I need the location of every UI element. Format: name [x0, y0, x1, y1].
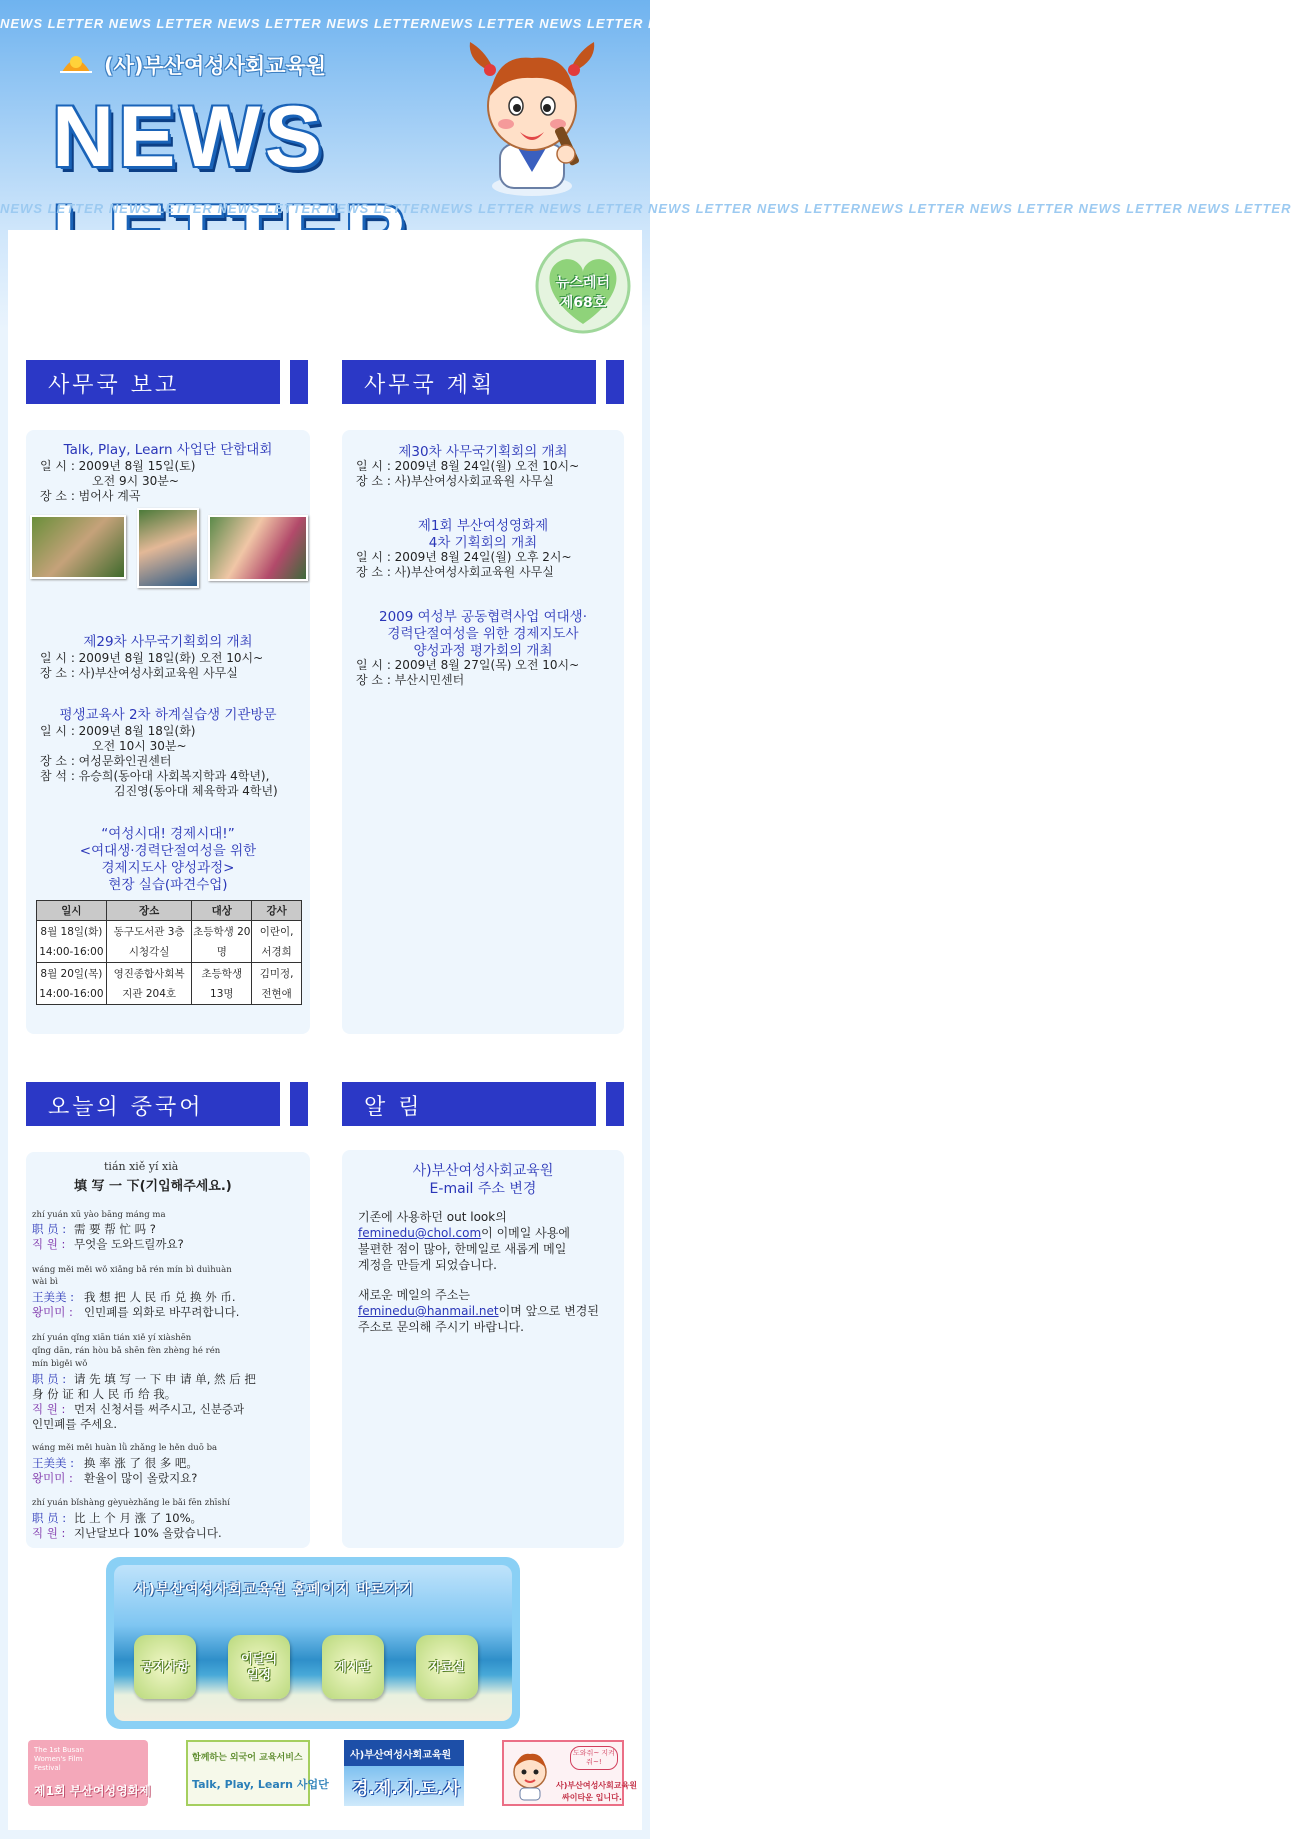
newsletter-title: NEWS	[52, 89, 326, 185]
old-email-link[interactable]: feminedu@chol.com	[358, 1226, 482, 1240]
report-item3-time: 오전 10시 30분~	[92, 739, 187, 753]
table-cell: 영진종합사회복	[113, 967, 185, 980]
schedule-header-date: 일시	[37, 901, 107, 921]
cyworld-line2: 싸이타운 입니다.	[562, 1793, 622, 1802]
report-item1-title: Talk, Play, Learn 사업단 단합대회	[63, 442, 273, 458]
notice-title2: E-mail 주소 변경	[429, 1181, 537, 1197]
report-item4-title4: 현장 실습(파견수업)	[108, 877, 228, 893]
report-item2-date: 일 시 : 2009년 8월 18일(화) 오전 10시~	[40, 651, 264, 665]
plan-item1-title: 제30차 사무국기획회의 개최	[398, 444, 568, 460]
plan-item3-date: 일 시 : 2009년 8월 27일(목) 오전 10시~	[356, 658, 580, 672]
banner-title: 사)부산여성사회교육원 홈페이지 바로가기	[134, 1582, 415, 1598]
dialogue-text: 需 要 帮 忙 吗 ?	[74, 1222, 156, 1236]
dialogue-text: 请 先 填 写 一 下 申 请 单, 然 后 把	[74, 1372, 256, 1386]
badge-label: 뉴스레터	[555, 275, 611, 291]
plan-item3-title2: 경력단절여성을 위한 경제지도사	[387, 626, 579, 642]
section-title-chinese: 오늘의 중국어	[48, 1095, 204, 1120]
film-festival-title: 제1회 부산여성영화제	[34, 1784, 151, 1798]
speaker-label: 직 원 :	[32, 1402, 66, 1416]
bar-decoration	[290, 1082, 296, 1126]
photo-gathering-2	[137, 508, 199, 588]
section-bar-notice	[342, 1082, 624, 1126]
header-ticker-bottom: NEWS LETTER NEWS LETTER NEWS LETTER NEWS LETTERNEWS LETTER NEWS LETTER NEWS LETTER NEWS LETTERNEWS LETTER NEWS LETTER NEWS LETTER NEWS LETTER	[0, 201, 1291, 216]
pinyin-line: zhí yuán xū yào bāng máng ma	[32, 1210, 166, 1220]
mascot-small-icon	[508, 1748, 552, 1802]
speaker-label: 직 원 :	[32, 1526, 66, 1540]
table-cell: 8월 18일(화)	[40, 925, 103, 938]
monthly-schedule-button[interactable]: 이달의 일정	[228, 1635, 290, 1699]
org-logo-icon	[58, 48, 94, 74]
dialogue-text: 먼저 신청서를 써주시고, 신분증과	[74, 1402, 245, 1416]
table-cell: 전현애	[261, 987, 292, 1000]
notice-para2-line3: 주소로 문의해 주시기 바랍니다.	[358, 1320, 524, 1334]
tpl-subtitle: 함께하는 외국어 교육서비스	[192, 1753, 303, 1763]
pinyin-line: wáng měi měi wǒ xiǎng bǎ rén mín bì duìhuàn	[32, 1265, 232, 1275]
table-cell: 시청각실	[128, 945, 170, 958]
pinyin-line: wài bì	[32, 1277, 58, 1287]
report-item3-title: 평생교육사 2차 하계실습생 기관방문	[59, 707, 277, 723]
pinyin-line: mín bìgěi wǒ	[32, 1359, 88, 1369]
schedule-header-instructor: 강사	[252, 901, 302, 921]
section-bar-chinese	[26, 1082, 308, 1126]
speaker-label: 职 员 :	[32, 1222, 67, 1236]
report-item1-date: 일 시 : 2009년 8월 15일(토)	[40, 459, 196, 473]
phrase-main: 填 写 一 下(기입해주세요.)	[74, 1179, 232, 1194]
photo-gathering-3	[208, 515, 308, 581]
tpl-title: Talk, Play, Learn 사업단	[192, 1778, 329, 1791]
eco-org-name: 사)부산여성사회교육원	[350, 1750, 452, 1761]
notices-button[interactable]: 공지사항	[134, 1635, 196, 1699]
film-festival-banner[interactable]	[28, 1740, 151, 1806]
eco-title: 경.제.지.도.사	[352, 1779, 460, 1799]
schedule-header-place: 장소	[106, 901, 192, 921]
board-button[interactable]: 게시판	[322, 1635, 384, 1699]
bar-decoration	[290, 360, 296, 404]
report-item3-place: 장 소 : 여성문화인권센터	[40, 754, 172, 768]
speaker-label: 직 원 :	[32, 1237, 66, 1251]
table-row	[37, 963, 302, 1005]
speaker-label: 职 员 :	[32, 1511, 67, 1525]
cyworld-bubble: 도와줘~ 지켜줘~!	[570, 1746, 618, 1770]
bar-decoration	[596, 1082, 606, 1126]
badge-issue-number: 제68호	[559, 295, 607, 311]
notice-para1-line4: 계정을 만들게 되었습니다.	[358, 1258, 497, 1272]
table-cell: 이란이,	[259, 925, 294, 938]
section-title-plan: 사무국 계획	[364, 373, 496, 398]
table-cell: 8월 20일(목)	[40, 967, 103, 980]
plan-item2-title2: 4차 기획회의 개최	[428, 535, 538, 551]
plan-item3-place: 장 소 : 부산시민센터	[356, 673, 465, 687]
bar-decoration	[280, 360, 290, 404]
report-item4-title1: “여성시대! 경제시대!”	[101, 826, 235, 842]
speaker-label: 王美美 :	[32, 1290, 75, 1304]
table-cell: 동구도서관 3층	[113, 925, 185, 938]
cyworld-line1: 사)부산여성사회교육원	[556, 1781, 637, 1790]
plan-item2-place: 장 소 : 사)부산여성사회교육원 사무실	[356, 565, 554, 579]
speaker-label: 职 员 :	[32, 1372, 67, 1386]
phrase-pinyin: tián xiě yí xià	[104, 1160, 179, 1173]
economic-instructor-banner[interactable]	[344, 1740, 464, 1806]
table-cell: 14:00-16:00	[39, 987, 104, 1000]
new-email-link[interactable]: feminedu@hanmail.net	[358, 1304, 499, 1318]
banner-beach-image	[114, 1565, 512, 1721]
table-cell: 14:00-16:00	[39, 945, 104, 958]
bar-decoration	[606, 1082, 612, 1126]
notice-para2-line2: 이며 앞으로 변경된	[498, 1304, 599, 1318]
dialogue-text: 我 想 把 人 民 币 兑 换 外 币.	[84, 1290, 236, 1304]
film-festival-subtitle: The 1st Busan Women's Film Festival	[34, 1746, 84, 1772]
table-cell: 초등학생 20	[193, 925, 251, 938]
schedule-header-target: 대상	[192, 901, 252, 921]
mascot-girl-icon	[462, 36, 602, 196]
bar-decoration	[606, 360, 612, 404]
notice-title1: 사)부산여성사회교육원	[412, 1163, 554, 1179]
plan-item1-date: 일 시 : 2009년 8월 24일(월) 오전 10시~	[356, 459, 580, 473]
dialogue-text: 환율이 많이 올랐지요?	[84, 1471, 198, 1485]
talk-play-learn-banner[interactable]	[186, 1740, 329, 1806]
plan-item2-date: 일 시 : 2009년 8월 24일(월) 오후 2시~	[356, 550, 572, 564]
schedule-table	[36, 900, 302, 1005]
report-item3-date: 일 시 : 2009년 8월 18일(화)	[40, 724, 196, 738]
dialogue-text: 인민폐를 주세요.	[32, 1417, 118, 1431]
notice-para1-line1: 기존에 사용하던 out look의	[358, 1210, 507, 1224]
table-cell: 13명	[210, 987, 234, 1000]
report-item2-place: 장 소 : 사)부산여성사회교육원 사무실	[40, 666, 238, 680]
pinyin-line: zhí yuán bǐshàng gèyuèzhǎng le bǎi fēn zhīshí	[32, 1498, 230, 1508]
bar-decoration	[280, 1082, 290, 1126]
org-name: (사)부산여성사회교육원	[104, 54, 327, 78]
table-cell: 지관 204호	[122, 987, 177, 1000]
report-item4-title2: <여대생·경력단절여성을 위한	[79, 843, 257, 859]
notice-para1-line3: 불편한 점이 많아, 한메일로 새롭게 메일	[358, 1242, 567, 1256]
report-item2-title: 제29차 사무국기획회의 개최	[83, 634, 253, 650]
report-item1-place: 장 소 : 범어사 계곡	[40, 489, 141, 503]
notice-para2-line1: 새로운 메일의 주소는	[358, 1288, 470, 1302]
pinyin-line: zhí yuán qǐng xiān tián xiě yí xiàshēn	[32, 1333, 192, 1343]
photo-gathering-1	[30, 515, 126, 579]
dialogue-text: 무엇을 도와드릴까요?	[74, 1237, 184, 1251]
table-cell: 초등학생	[201, 967, 243, 980]
table-cell: 명	[216, 945, 227, 958]
dialogue-text: 지난달보다 10% 올랐습니다.	[74, 1526, 222, 1540]
plan-item1-place: 장 소 : 사)부산여성사회교육원 사무실	[356, 474, 554, 488]
table-cell: 김미정,	[259, 967, 294, 980]
section-title-notice: 알 림	[364, 1095, 423, 1120]
dialogue-text: 인민폐를 외화로 바꾸려합니다.	[84, 1305, 240, 1319]
section-bar-report	[26, 360, 308, 404]
plan-item2-title1: 제1회 부산여성영화제	[417, 518, 549, 534]
report-item4-title3: 경제지도사 양성과정>	[101, 860, 235, 876]
dialogue-text: 换 率 涨 了 很 多 吧。	[84, 1456, 198, 1470]
speaker-label: 왕미미 :	[32, 1471, 73, 1485]
homepage-banner[interactable]	[106, 1557, 520, 1729]
table-cell: 서경희	[261, 945, 292, 958]
pinyin-line: qǐng dān, rán hòu bǎ shēn fèn zhèng hé rén	[32, 1346, 221, 1356]
notice-para1-line2: 이 이메일 사용에	[481, 1226, 570, 1240]
speaker-label: 王美美 :	[32, 1456, 75, 1470]
plan-item3-title3: 양성과정 평가회의 개최	[413, 643, 553, 659]
table-row	[37, 921, 302, 963]
bar-decoration	[596, 360, 606, 404]
archive-button[interactable]: 자료실	[416, 1635, 478, 1699]
cyworld-banner[interactable]	[502, 1740, 637, 1806]
speaker-label: 왕미미 :	[32, 1305, 73, 1319]
section-bar-plan	[342, 360, 624, 404]
report-item1-time: 오전 9시 30분~	[92, 474, 179, 488]
dialogue-text: 比 上 个 月 涨 了 10%。	[74, 1511, 202, 1525]
plan-item3-title1: 2009 여성부 공동협력사업 여대생·	[378, 609, 587, 625]
dialogue-text: 身 份 证 和 人 民 币 给 我。	[32, 1387, 177, 1401]
report-item3-attendee2: 김진영(동아대 체육학과 4학년)	[114, 784, 278, 798]
pinyin-line: wáng měi měi huàn lǜ zhǎng le hěn duō ba	[32, 1443, 218, 1453]
header-ticker-top: NEWS LETTER NEWS LETTER NEWS LETTER NEWS LETTERNEWS LETTER NEWS LETTER NEWS LETTER NEWS LETTERNEWS LETTER NEWS LETTER NEWS LETTER NEWS LETTER	[0, 16, 1291, 31]
section-title-report: 사무국 보고	[48, 373, 180, 398]
report-item3-attendee1: 참 석 : 유승희(동아대 사회복지학과 4학년),	[40, 769, 270, 783]
